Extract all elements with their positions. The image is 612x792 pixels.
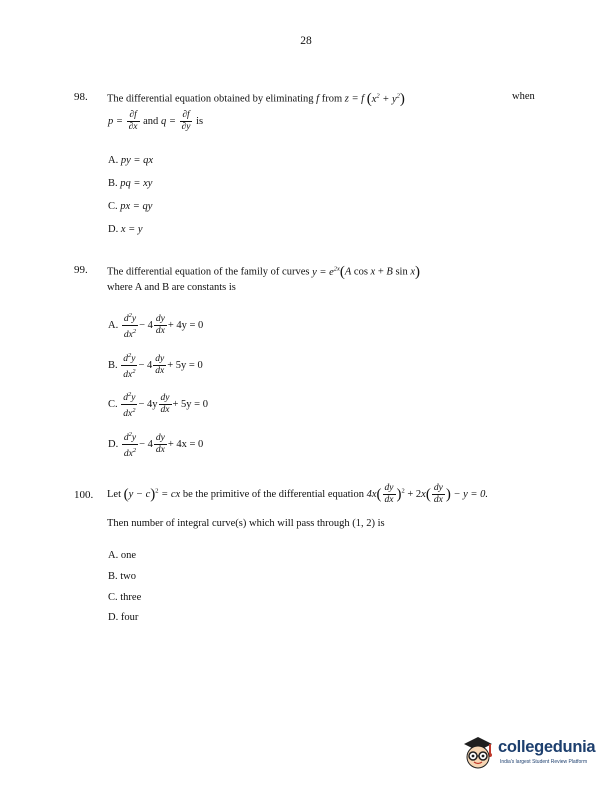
question-100-option-d[interactable]: D. four <box>108 612 139 623</box>
brand-tagline: India's largest Student Review Platform <box>500 759 588 765</box>
question-100-option-b[interactable]: B. two <box>108 571 137 582</box>
question-number-100: 100. <box>74 489 94 501</box>
question-98-q-eq: q = <box>160 115 176 127</box>
partial-f-over-y: $\frac{\partial f}{\partial y}$ <box>181 110 191 132</box>
question-98-option-c[interactable]: C. px = qy <box>108 201 153 212</box>
question-99-stem: The differential equation of the family of curves $y = e^{2x}(A$ cos x + B sin x) <box>107 264 420 280</box>
question-100-option-a[interactable]: A. one <box>108 550 137 561</box>
question-100-option-c[interactable]: C. three <box>108 592 142 603</box>
question-99-option-c[interactable]: C. $\frac{d^2y}{dx^2}$ − 4y $\frac{dy}{dx}$ + 5y = 0 <box>108 391 208 420</box>
question-98-option-a[interactable]: A. py = qx <box>108 155 153 166</box>
question-98-p-eq: p = <box>108 115 123 127</box>
question-98-text-from: from <box>321 93 343 105</box>
question-100-point: (1, 2) <box>352 518 375 529</box>
partial-f-over-x: $\frac{\partial f}{\partial x}$ <box>128 110 138 132</box>
page-number: 28 <box>300 35 312 47</box>
question-98-option-d[interactable]: D. x = y <box>108 224 143 235</box>
question-98-when: when <box>512 91 535 102</box>
question-99-text-b: where A and B are constants is <box>107 282 236 293</box>
question-number-99: 99. <box>74 264 88 276</box>
question-100-text-b: Then number of integral curve(s) which will pass through (1, 2) is <box>107 518 385 529</box>
question-98-text: The differential equation obtained by eliminating <box>107 93 314 105</box>
question-100-stem: Let $(y - c)^2$ = cx be the primitive of the differential equation 4x( $\frac{dy}{dx}$ )$^2$ + 2x( $\frac{dy}{dx}$ ) − y = 0. <box>107 483 489 505</box>
brand-name: collegedunia <box>498 738 596 756</box>
question-99-option-d[interactable]: D. $\frac{d^2y}{dx^2}$ − 4 $\frac{dy}{dx}$ + 4x = 0 <box>108 431 204 460</box>
question-98-and: and <box>143 115 159 127</box>
question-100-text-mid: be the primitive of the differential equation <box>182 488 364 500</box>
question-98-expr <box>108 110 203 133</box>
question-98-stem: The differential equation obtained by eliminating f from z = f $(x^2 + y^2)$ <box>107 91 405 107</box>
question-98-is: is <box>196 115 204 127</box>
question-99-option-a[interactable]: A. $\frac{d^2y}{dx^2}$ − 4 $\frac{dy}{dx}$ + 4y = 0 <box>108 312 204 341</box>
question-100-let: Let <box>107 488 121 500</box>
question-100-is: is <box>377 518 385 529</box>
question-99-option-b[interactable]: B. $\frac{d^2y}{dx^2}$ − 4 $\frac{dy}{dx}$ + 5y = 0 <box>108 352 203 381</box>
question-number-98: 98. <box>74 91 88 103</box>
question-98-option-b[interactable]: B. pq = xy <box>108 178 153 189</box>
graduate-mascot-icon <box>458 732 498 776</box>
question-99-text: The differential equation of the family of curves <box>107 266 310 278</box>
